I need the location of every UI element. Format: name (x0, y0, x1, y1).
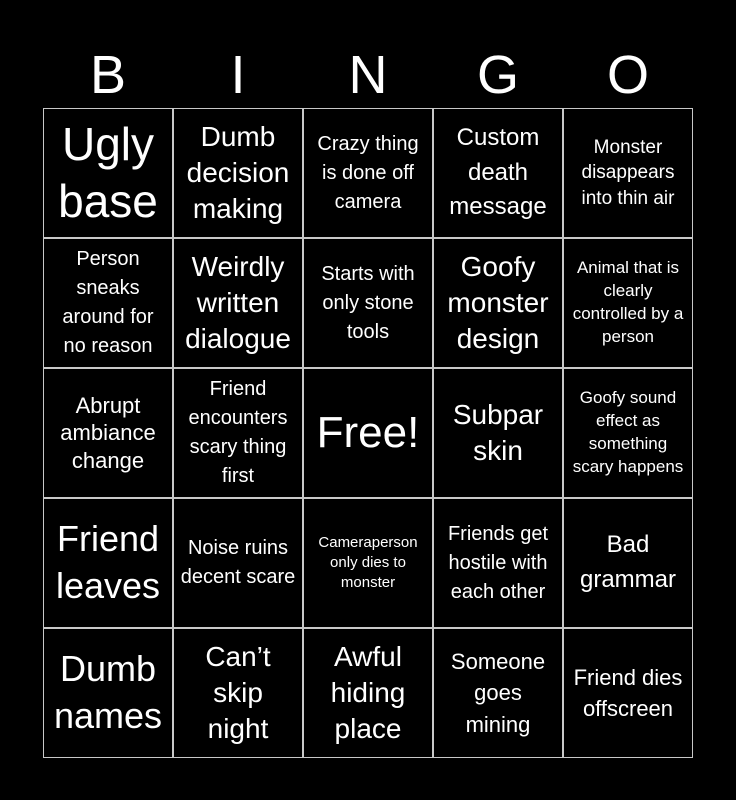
bingo-cell[interactable]: Goofy monster design (433, 238, 563, 368)
bingo-cell[interactable]: Friend encounters scary thing first (173, 368, 303, 498)
bingo-cell[interactable]: Weirdly written dialogue (173, 238, 303, 368)
bingo-cell[interactable]: Someone goes mining (433, 628, 563, 758)
bingo-cell[interactable]: Subpar skin (433, 368, 563, 498)
bingo-cell[interactable]: Can’t skip night (173, 628, 303, 758)
bingo-cell[interactable]: Custom death message (433, 108, 563, 238)
bingo-cell[interactable]: Person sneaks around for no reason (43, 238, 173, 368)
bingo-cell[interactable]: Friends get hostile with each other (433, 498, 563, 628)
header-letter-o: O (606, 45, 649, 105)
bingo-cell[interactable]: Dumb names (43, 628, 173, 758)
bingo-cell[interactable]: Goofy sound effect as something scary happens (563, 368, 693, 498)
header-letter-i: I (230, 45, 246, 105)
free-space-cell[interactable]: Free! (303, 368, 433, 498)
bingo-cell[interactable]: Awful hiding place (303, 628, 433, 758)
header-letter-g: G (476, 45, 519, 105)
header-letter-n: N (348, 45, 388, 105)
bingo-cell[interactable]: Dumb decision making (173, 108, 303, 238)
bingo-cell[interactable]: Noise ruins decent scare (173, 498, 303, 628)
bingo-header (43, 42, 693, 108)
bingo-cell[interactable]: Starts with only stone tools (303, 238, 433, 368)
header-letter-b: B (89, 45, 127, 105)
bingo-cell[interactable]: Monster disappears into thin air (563, 108, 693, 238)
bingo-cell[interactable]: Animal that is clearly controlled by a person (563, 238, 693, 368)
bingo-cell[interactable]: Friend leaves (43, 498, 173, 628)
bingo-cell[interactable]: Friend dies offscreen (563, 628, 693, 758)
bingo-cell[interactable]: Bad grammar (563, 498, 693, 628)
bingo-cell[interactable]: Crazy thing is done off camera (303, 108, 433, 238)
bingo-cell[interactable]: Abrupt ambiance change (43, 368, 173, 498)
bingo-cell[interactable]: Ugly base (43, 108, 173, 238)
bingo-cell[interactable]: Cameraperson only dies to monster (303, 498, 433, 628)
bingo-board (43, 108, 693, 758)
